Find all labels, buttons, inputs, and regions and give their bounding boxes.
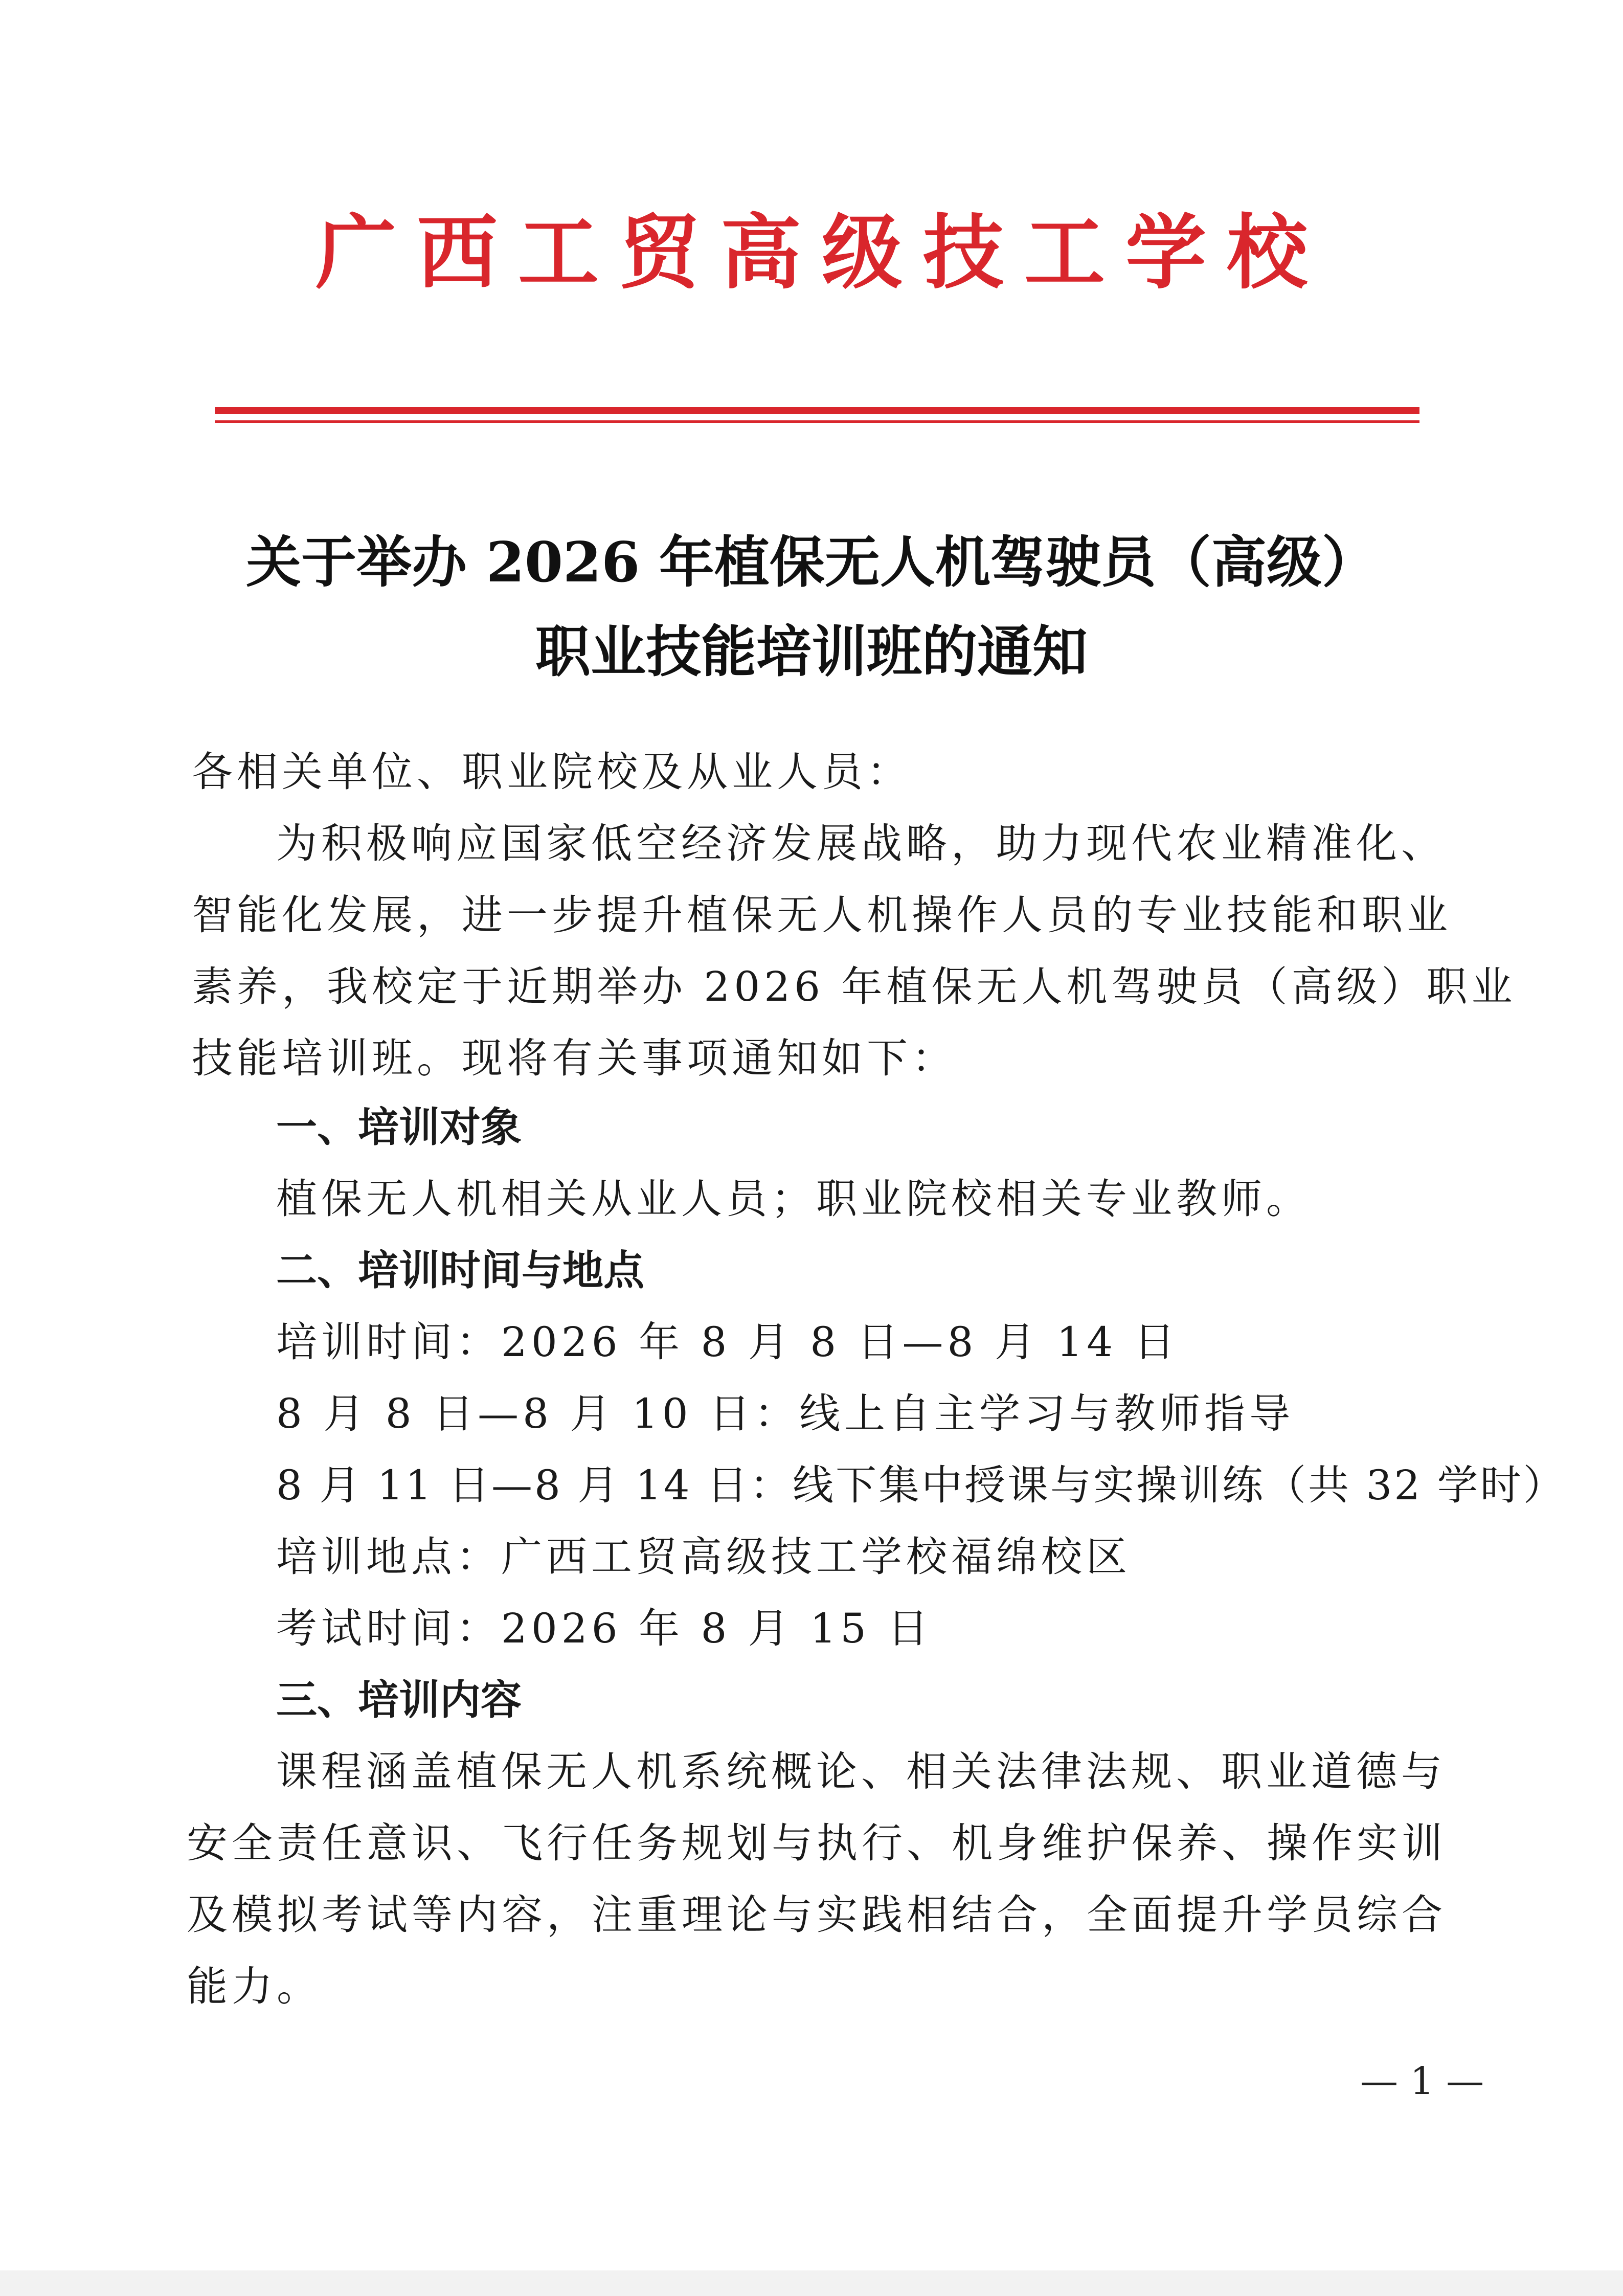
training-target-text: 植保无人机相关从业人员；职业院校相关专业教师。 xyxy=(276,1175,1311,1223)
letterhead-red-rule-thin xyxy=(215,420,1419,423)
training-content-line: 及模拟考试等内容，注重理论与实践相结合，全面提升学员综合 xyxy=(187,1891,1447,1939)
section-heading-time-location: 二、培训时间与地点 xyxy=(276,1247,644,1294)
training-content-line: 安全责任意识、飞行任务规划与执行、机身维护保养、操作实训 xyxy=(187,1819,1447,1867)
intro-line: 素养，我校定于近期举办 2026 年植保无人机驾驶员（高级）职业 xyxy=(192,963,1517,1010)
scan-bottom-edge xyxy=(0,2270,1623,2296)
section-heading-training-content: 三、培训内容 xyxy=(276,1676,522,1724)
notice-title-line-2: 职业技能培训班的通知 xyxy=(535,620,1088,684)
offline-training-period: 8 月 11 日—8 月 14 日：线下集中授课与实操训练（共 32 学时） xyxy=(276,1461,1566,1509)
salutation: 各相关单位、职业院校及从业人员： xyxy=(192,748,912,796)
training-content-line: 课程涵盖植保无人机系统概论、相关法律法规、职业道德与 xyxy=(276,1748,1446,1795)
intro-line: 智能化发展，进一步提升植保无人机操作人员的专业技能和职业 xyxy=(192,891,1452,939)
section-heading-training-target: 一、培训对象 xyxy=(276,1104,522,1151)
exam-time: 考试时间：2026 年 8 月 15 日 xyxy=(276,1605,933,1652)
intro-line: 为积极响应国家低空经济发展战略，助力现代农业精准化、 xyxy=(276,820,1446,867)
letterhead-school-name: 广西工贸高级技工学校 xyxy=(315,206,1328,300)
training-location: 培训地点：广西工贸高级技工学校福绵校区 xyxy=(276,1533,1131,1581)
notice-title-line-1: 关于举办 2026 年植保无人机驾驶员（高级） xyxy=(246,530,1377,595)
page-number: — 1 — xyxy=(1360,2059,1484,2103)
training-time: 培训时间：2026 年 8 月 8 日—8 月 14 日 xyxy=(276,1318,1179,1366)
intro-line: 技能培训班。现将有关事项通知如下： xyxy=(192,1034,957,1082)
letterhead-red-rule xyxy=(215,407,1419,414)
online-study-period: 8 月 8 日—8 月 10 日：线上自主学习与教师指导 xyxy=(276,1390,1295,1437)
training-content-line: 能力。 xyxy=(187,1963,322,2010)
